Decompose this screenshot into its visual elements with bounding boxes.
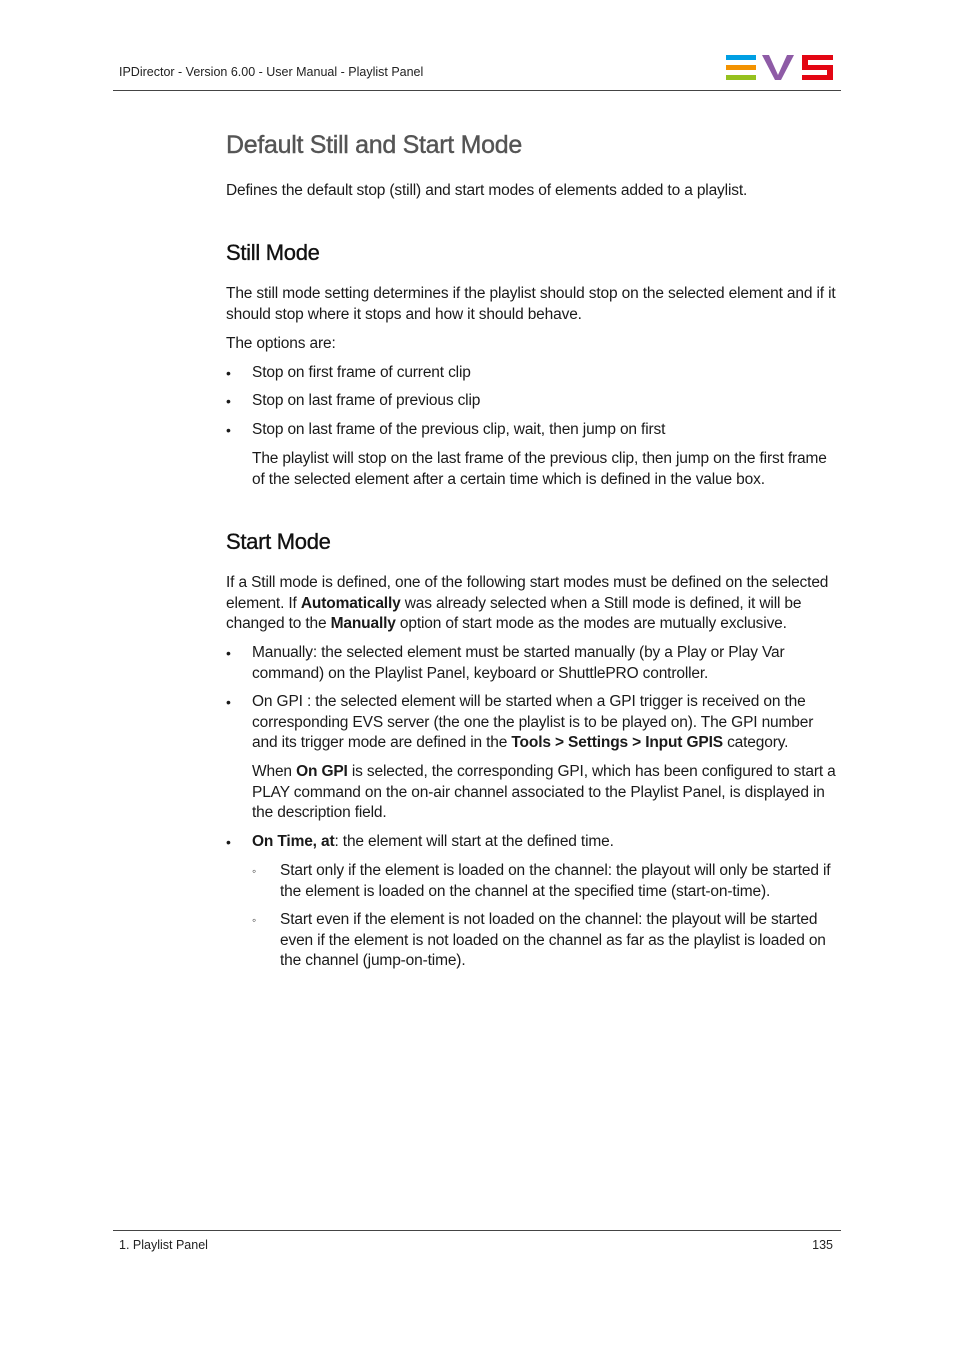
still-mode-paragraph: The still mode setting determines if the playlist should stop on the selected element and if it should stop where it stops and how it should behave.	[226, 285, 836, 323]
start-option-gpi-note: When On GPI is selected, the corresponding GPI, which has been configured to start a PLAY command on the on-air channel associated to the Playlist Panel, is displayed in the description field.	[252, 763, 836, 821]
bullet-marker: •	[226, 694, 231, 710]
intro-text: Defines the default stop (still) and start modes of elements added to a playlist.	[226, 182, 748, 199]
bullet-marker: •	[226, 834, 231, 850]
automatically-term: Automatically	[300, 594, 401, 612]
page-number: 135	[812, 1238, 833, 1252]
start-mode-paragraph: If a Still mode is defined, one of the following start modes must be defined on the selected element. If Automatically was already selected when a Still mode is defined, it will be changed to the Manually option of start mode as the modes are mutually exclusive.	[226, 574, 829, 632]
still-option-2: Stop on last frame of previous clip	[252, 392, 481, 409]
still-option-1: Stop on first frame of current clip	[252, 364, 471, 381]
bullet-marker: •	[226, 645, 231, 661]
on-time-suboption-1: Start only if the element is loaded on the channel: the playout will only be started if the element is loaded on the channel at the specified time (start-on-time).	[280, 862, 831, 900]
settings-path: Tools > Settings > Input GPIS	[511, 734, 723, 751]
evs-logo	[726, 53, 834, 82]
start-option-on-time: On Time, at: the element will start at the defined time.	[252, 833, 614, 850]
header-title: IPDirector - Version 6.00 - User Manual - Playlist Panel	[119, 65, 424, 79]
start-option-manually: Manually: the selected element must be started manually (by a Play or Play Var command) on the Playlist Panel, keyboard or ShuttlePRO controller.	[252, 644, 785, 682]
footer-section: 1. Playlist Panel	[119, 1238, 208, 1252]
footer-rule	[113, 1230, 841, 1231]
on-time-term: On Time, at	[252, 833, 335, 850]
sub-bullet-marker: ◦	[252, 913, 257, 927]
bullet-marker: •	[226, 365, 231, 381]
header-rule	[113, 90, 841, 91]
still-mode-heading: Still Mode	[226, 240, 320, 265]
bullet-marker: •	[226, 393, 231, 409]
still-option-3-note: The playlist will stop on the last frame of the previous clip, then jump on the first frame of the selected element after a certain time which is defined in the value box.	[252, 450, 827, 488]
sub-bullet-marker: ◦	[252, 864, 257, 878]
options-label: The options are:	[226, 335, 336, 352]
start-mode-heading: Start Mode	[226, 529, 331, 554]
still-option-3: Stop on last frame of the previous clip, wait, then jump on first	[252, 421, 666, 438]
on-gpi-term: On GPI	[296, 763, 348, 780]
manually-term: Manually	[330, 615, 396, 632]
page-title: Default Still and Start Mode	[226, 131, 522, 159]
on-time-suboption-2: Start even if the element is not loaded on the channel: the playout will be started even if the element is not loaded on the channel as far as the playlist is loaded on the channel (jump-on-time).	[280, 911, 826, 969]
bullet-marker: •	[226, 422, 231, 438]
start-option-gpi: On GPI : the selected element will be started when a GPI trigger is received on the corresponding EVS server (the one the playlist is to be played on). The GPI number and its trigger mode are defined in the Tools > Settings > Input GPIS category.	[252, 693, 814, 751]
